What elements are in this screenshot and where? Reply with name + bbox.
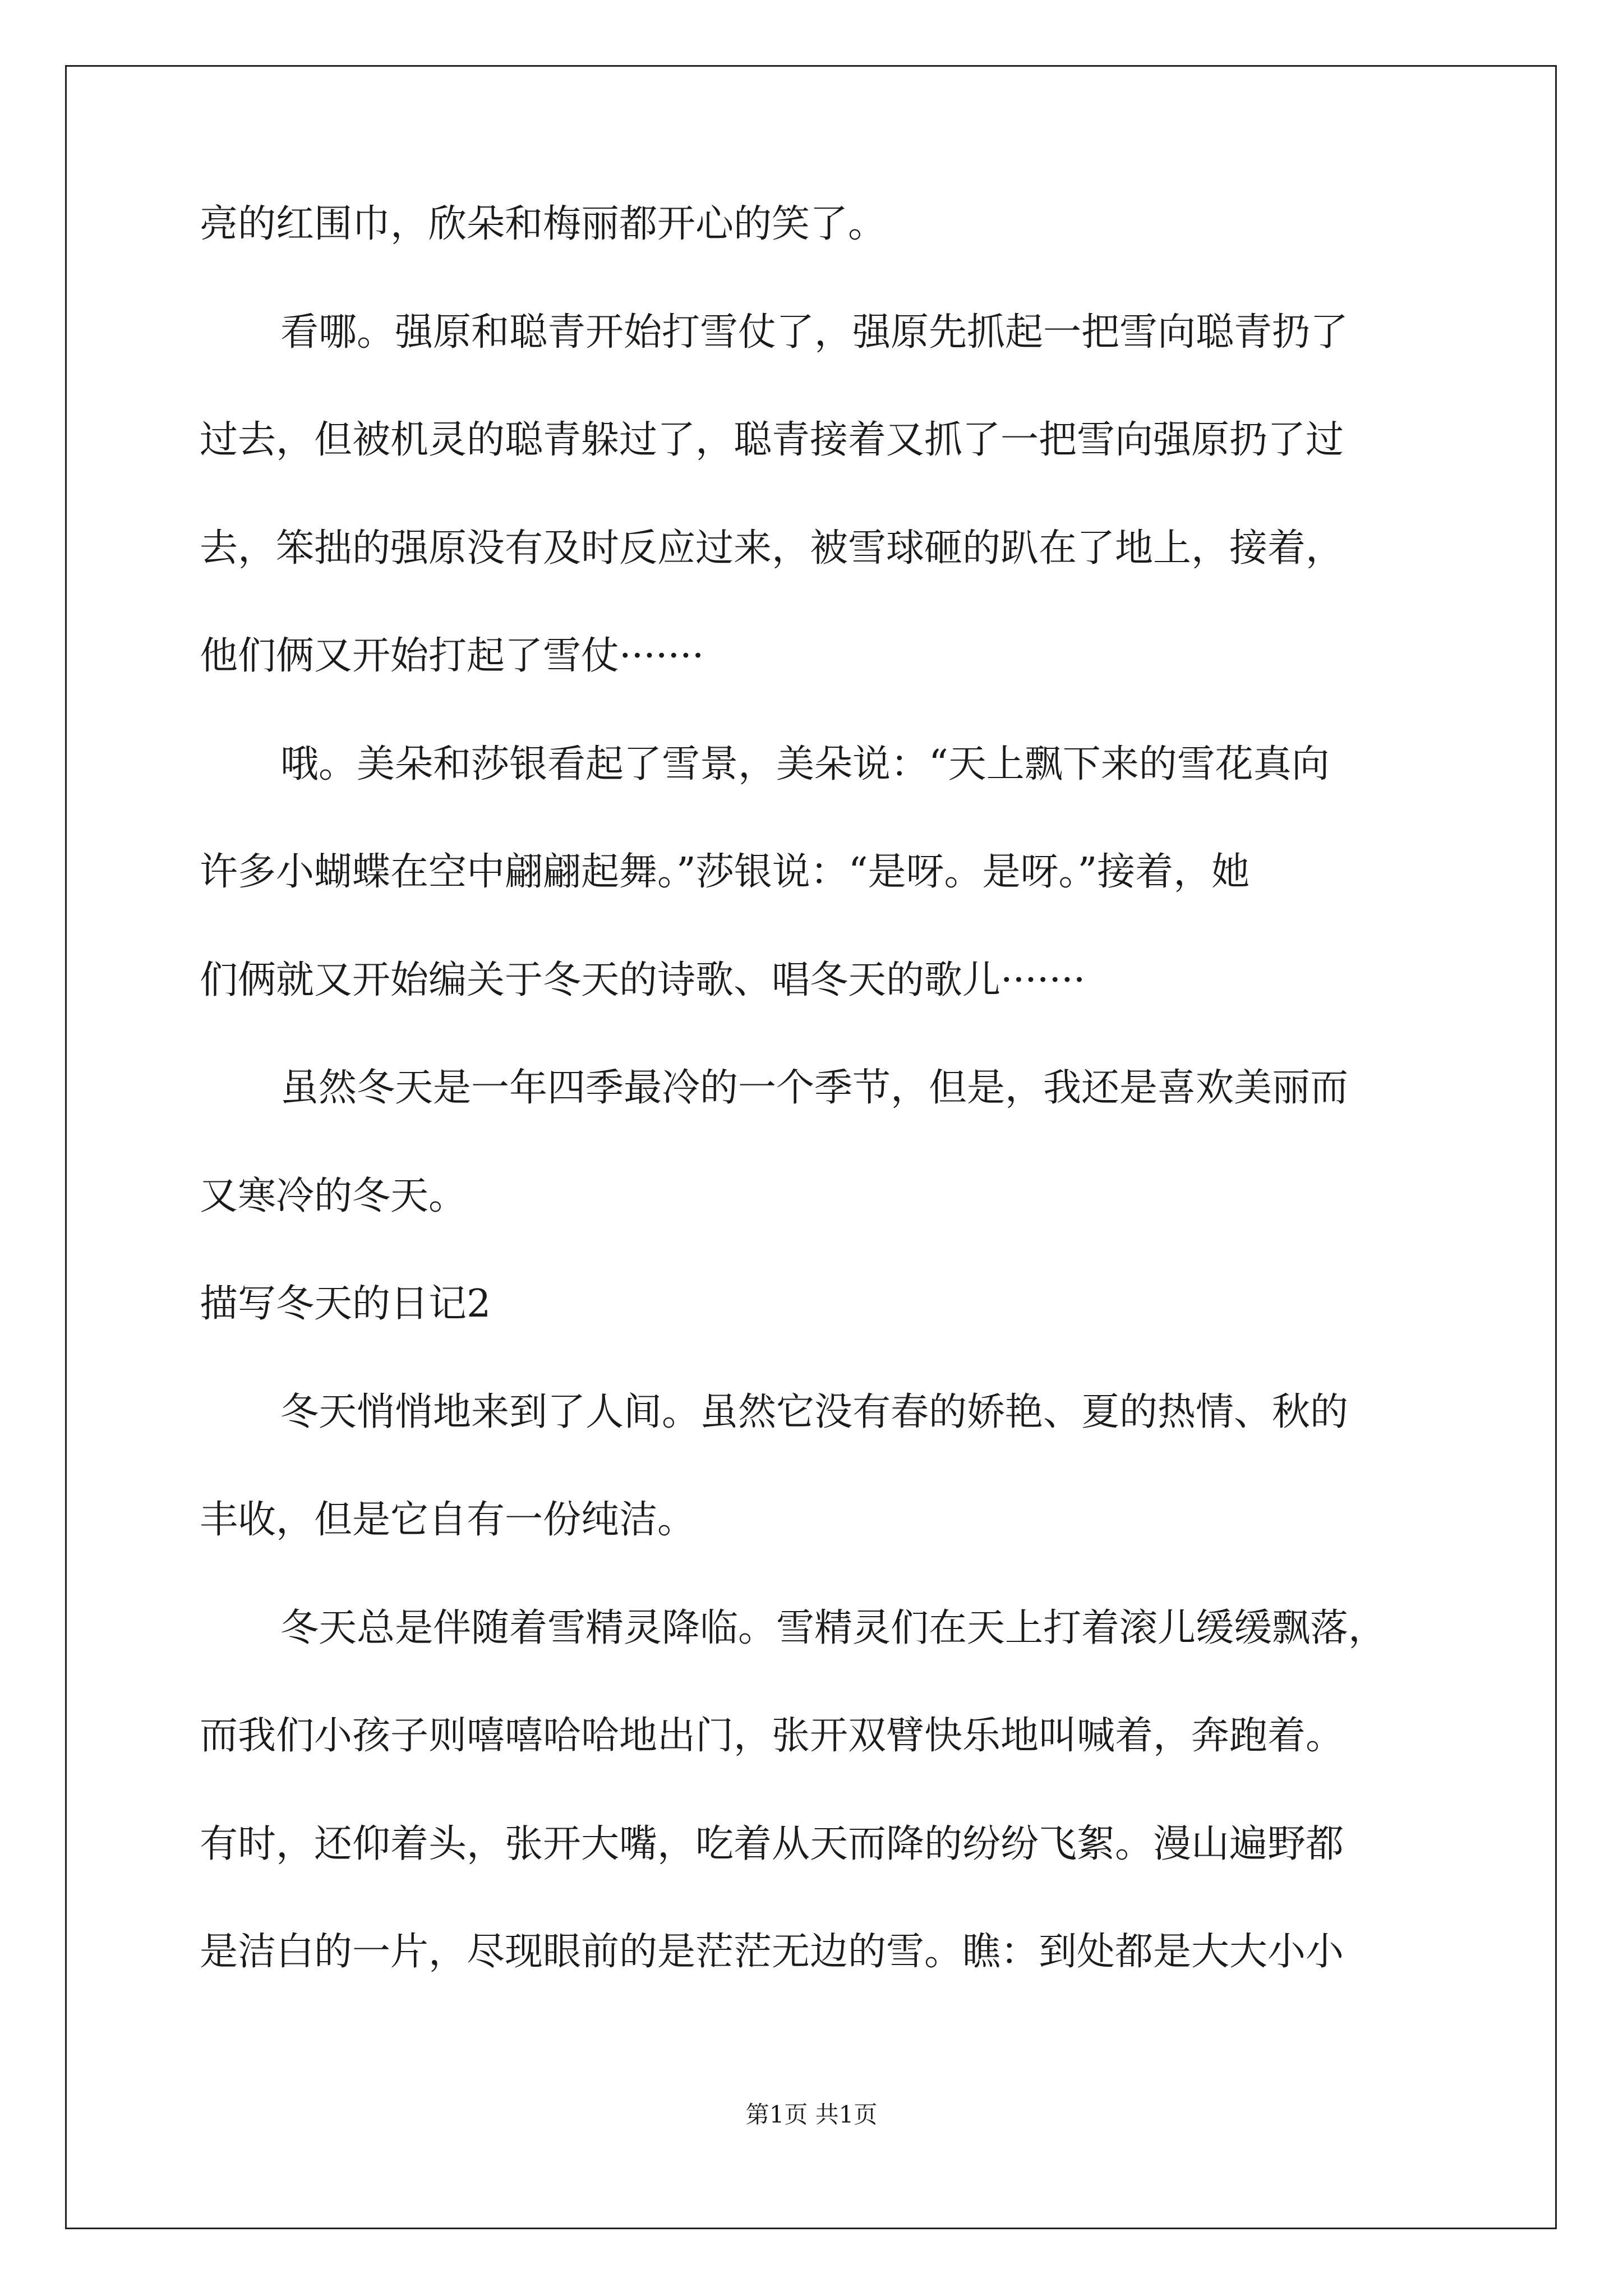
text-line: 去，笨拙的强原没有及时反应过来，被雪球砸的趴在了地上，接着， (200, 526, 1344, 570)
paragraph-start: 看哪。强原和聪青开始打雪仗了，强原先抓起一把雪向聪青扔了 (280, 310, 1349, 355)
text-line: 有时，还仰着头，张开大嘴，吃着从天而降的纷纷飞絮。漫山遍野都 (200, 1822, 1344, 1866)
text-line: 亮的红围巾，欣朵和梅丽都开心的笑了。 (200, 202, 887, 246)
page-border (65, 65, 1557, 2229)
text-line: 丰收，但是它自有一份纯洁。 (200, 1498, 696, 1542)
page-number: 第1页 共1页 (745, 2101, 878, 2128)
paragraph-start: 哦。美朵和莎银看起了雪景，美朵说：“天上飘下来的雪花真向 (280, 742, 1330, 786)
paragraph-start: 虽然冬天是一年四季最冷的一个季节，但是，我还是喜欢美丽而 (280, 1066, 1349, 1110)
paragraph-start: 冬天总是伴随着雪精灵降临。雪精灵们在天上打着滚儿缓缓飘落， (280, 1606, 1387, 1650)
text-line: 他们俩又开始打起了雪仗······· (200, 634, 704, 678)
text-line: 是洁白的一片，尽现眼前的是茫茫无边的雪。瞧：到处都是大大小小 (200, 1930, 1344, 1974)
text-line: 又寒冷的冬天。 (200, 1174, 467, 1218)
paragraph-start: 冬天悄悄地来到了人间。虽然它没有春的娇艳、夏的热情、秋的 (280, 1390, 1349, 1434)
text-line: 许多小蝴蝶在空中翩翩起舞。”莎银说：“是呀。是呀。”接着，她 (200, 850, 1250, 894)
section-heading: 描写冬天的日记2 (200, 1282, 491, 1326)
text-line: 而我们小孩子则嘻嘻哈哈地出门，张开双臂快乐地叫喊着，奔跑着。 (200, 1714, 1344, 1758)
text-line: 们俩就又开始编关于冬天的诗歌、唱冬天的歌儿······· (200, 958, 1086, 1002)
text-line: 过去，但被机灵的聪青躲过了，聪青接着又抓了一把雪向强原扔了过 (200, 418, 1344, 462)
